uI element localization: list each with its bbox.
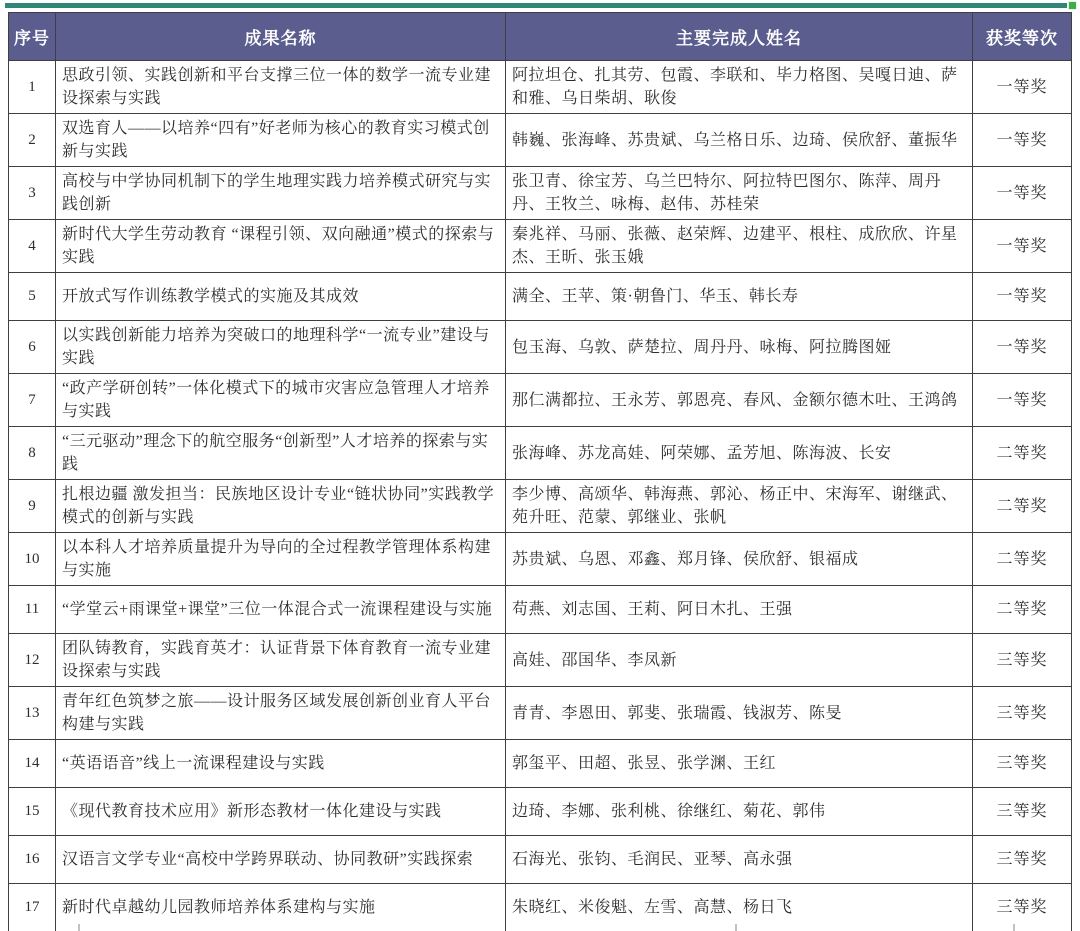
table-row (9, 480, 1072, 533)
fragment-grid-line (735, 924, 737, 931)
cell-award: 三等奖 (973, 634, 1072, 687)
table-row (9, 687, 1072, 740)
cell-names: 朱晓红、米俊魁、左雪、高慧、杨日飞 (506, 884, 973, 931)
cell-title: 以实践创新能力培养为突破口的地理科学“一流专业”建设与实践 (56, 321, 506, 374)
cell-title: 开放式写作训练教学模式的实施及其成效 (56, 273, 506, 321)
cell-award: 二等奖 (973, 427, 1072, 480)
cell-names: 李少博、高颂华、韩海燕、郭沁、杨正中、宋海军、谢继武、苑升旺、范蒙、郭继业、张帆 (506, 480, 973, 533)
cell-title: 扎根边疆 激发担当：民族地区设计专业“链状协同”实践教学模式的创新与实践 (56, 480, 506, 533)
cell-award: 一等奖 (973, 321, 1072, 374)
cell-names: 阿拉坦仓、扎其劳、包霞、李联和、毕力格图、吴嘎日迪、萨和雅、乌日柴胡、耿俊 (506, 61, 973, 114)
cell-names: 张卫青、徐宝芳、乌兰巴特尔、阿拉特巴图尔、陈萍、周丹丹、王牧兰、咏梅、赵伟、苏桂荣 (506, 167, 973, 220)
cell-names: 包玉海、乌敦、萨楚拉、周丹丹、咏梅、阿拉腾图娅 (506, 321, 973, 374)
table-row (9, 114, 1072, 167)
cell-award: 二等奖 (973, 586, 1072, 634)
table-row (9, 533, 1072, 586)
column-header-title: 成果名称 (56, 13, 506, 61)
cell-award: 一等奖 (973, 273, 1072, 321)
cell-names: 石海光、张钧、毛润民、亚琴、高永强 (506, 836, 973, 884)
cell-title: “学堂云+雨课堂+课堂”三位一体混合式一流课程建设与实施 (56, 586, 506, 634)
cell-title: 高校与中学协同机制下的学生地理实践力培养模式研究与实践创新 (56, 167, 506, 220)
cell-names: 满全、王苹、策·朝鲁门、华玉、韩长寿 (506, 273, 973, 321)
cell-names: 苏贵斌、乌恩、邓鑫、郑月锋、侯欣舒、银福成 (506, 533, 973, 586)
cell-award: 一等奖 (973, 167, 1072, 220)
table-row (9, 374, 1072, 427)
top-divider-line (5, 3, 1067, 8)
cell-index: 9 (9, 480, 56, 533)
cell-names: 那仁满都拉、王永芳、郭恩亮、春风、金额尔德木吐、王鸿鸽 (506, 374, 973, 427)
header-row (9, 13, 1072, 61)
cell-index: 5 (9, 273, 56, 321)
cell-index: 4 (9, 220, 56, 273)
cell-title: “英语语音”线上一流课程建设与实践 (56, 740, 506, 788)
table-row (9, 740, 1072, 788)
table-row (9, 836, 1072, 884)
table-row (9, 220, 1072, 273)
cell-index: 3 (9, 167, 56, 220)
cell-names: 秦兆祥、马丽、张薇、赵荣辉、边建平、根柱、成欣欣、许星杰、王昕、张玉娥 (506, 220, 973, 273)
fragment-grid-line (78, 924, 80, 931)
table-row (9, 788, 1072, 836)
cell-award: 二等奖 (973, 480, 1072, 533)
cell-title: 以本科人才培养质量提升为导向的全过程教学管理体系构建与实施 (56, 533, 506, 586)
cell-title: 团队铸教育，实践育英才：认证背景下体育教育一流专业建设探索与实践 (56, 634, 506, 687)
cell-title: 汉语言文学专业“高校中学跨界联动、协同教研”实践探索 (56, 836, 506, 884)
cell-index: 1 (9, 61, 56, 114)
cell-index: 14 (9, 740, 56, 788)
next-row-fragment (8, 923, 1071, 931)
column-header-names: 主要完成人姓名 (506, 13, 973, 61)
cell-names: 青青、李恩田、郭斐、张瑞霞、钱淑芳、陈旻 (506, 687, 973, 740)
cell-names: 张海峰、苏龙高娃、阿荣娜、孟芳旭、陈海波、长安 (506, 427, 973, 480)
cell-names: 韩巍、张海峰、苏贵斌、乌兰格日乐、边琦、侯欣舒、董振华 (506, 114, 973, 167)
cell-title: 思政引领、实践创新和平台支撑三位一体的数学一流专业建设探索与实践 (56, 61, 506, 114)
cell-award: 一等奖 (973, 374, 1072, 427)
table-row (9, 273, 1072, 321)
cell-names: 高娃、邵国华、李凤新 (506, 634, 973, 687)
table-row (9, 167, 1072, 220)
awards-table (8, 12, 1072, 931)
cell-index: 13 (9, 687, 56, 740)
cell-index: 12 (9, 634, 56, 687)
cell-award: 三等奖 (973, 836, 1072, 884)
table-row (9, 321, 1072, 374)
table-row (9, 634, 1072, 687)
cell-award: 一等奖 (973, 220, 1072, 273)
cell-title: “三元驱动”理念下的航空服务“创新型”人才培养的探索与实践 (56, 427, 506, 480)
cell-index: 6 (9, 321, 56, 374)
selection-handle-icon (1068, 1, 1077, 10)
cell-award: 三等奖 (973, 884, 1072, 931)
cell-index: 10 (9, 533, 56, 586)
table-header (9, 13, 1072, 61)
cell-index: 8 (9, 427, 56, 480)
cell-award: 二等奖 (973, 533, 1072, 586)
cell-award: 三等奖 (973, 687, 1072, 740)
cell-index: 16 (9, 836, 56, 884)
table-row (9, 61, 1072, 114)
cell-title: 新时代大学生劳动教育 “课程引领、双向融通”模式的探索与实践 (56, 220, 506, 273)
cell-award: 一等奖 (973, 114, 1072, 167)
cell-names: 边琦、李娜、张利桃、徐继红、菊花、郭伟 (506, 788, 973, 836)
cell-index: 2 (9, 114, 56, 167)
cell-names: 苟燕、刘志国、王莉、阿日木扎、王强 (506, 586, 973, 634)
table-body (9, 61, 1072, 931)
cell-index: 17 (9, 884, 56, 931)
cell-award: 一等奖 (973, 61, 1072, 114)
cell-award: 三等奖 (973, 788, 1072, 836)
column-header-index: 序号 (9, 13, 56, 61)
cell-names: 郭玺平、田超、张昱、张学渊、王红 (506, 740, 973, 788)
cell-index: 7 (9, 374, 56, 427)
cell-title: 《现代教育技术应用》新形态教材一体化建设与实践 (56, 788, 506, 836)
cell-title: 新时代卓越幼儿园教师培养体系建构与实施 (56, 884, 506, 931)
column-header-award: 获奖等次 (973, 13, 1072, 61)
cell-index: 11 (9, 586, 56, 634)
fragment-grid-line (1013, 924, 1015, 931)
cell-award: 三等奖 (973, 740, 1072, 788)
table-row (9, 586, 1072, 634)
cell-title: 双选育人——以培养“四有”好老师为核心的教育实习模式创新与实践 (56, 114, 506, 167)
cell-index: 15 (9, 788, 56, 836)
cell-title: 青年红色筑梦之旅——设计服务区域发展创新创业育人平台构建与实践 (56, 687, 506, 740)
table-row (9, 427, 1072, 480)
cell-title: “政产学研创转”一体化模式下的城市灾害应急管理人才培养与实践 (56, 374, 506, 427)
